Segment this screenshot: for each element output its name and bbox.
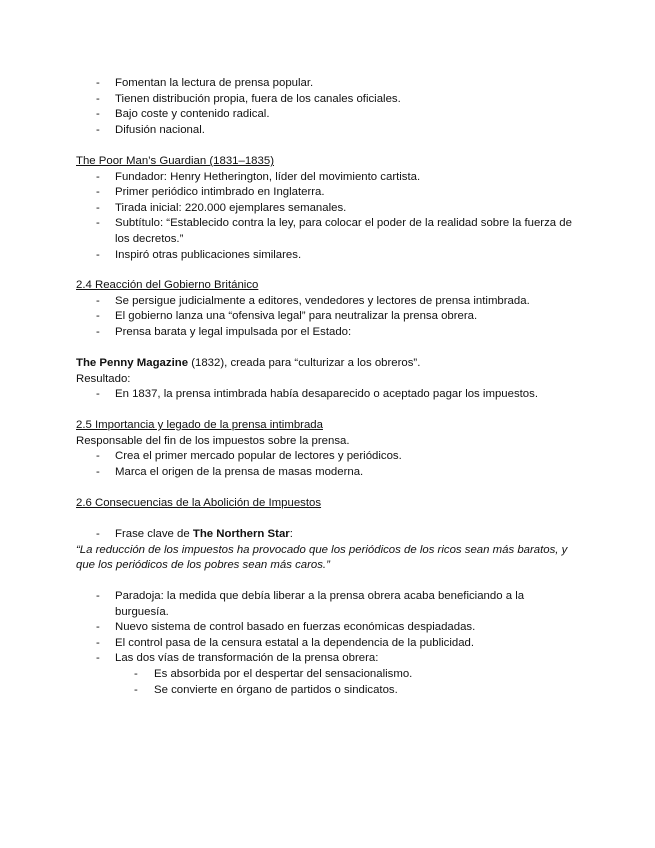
list-item: - Marca el origen de la prensa de masas moderna. <box>76 465 581 481</box>
penny-magazine-paragraph <box>76 356 581 403</box>
result-label: Resultado: <box>76 372 131 385</box>
key-quote: “La reducción de los impuestos ha provocado que los periódicos de los ricos sean más baratos, y que los periódicos de los pobres sean más caros.” <box>76 543 568 572</box>
section-heading: 2.6 Consecuencias de la Abolición de Impuestos <box>76 497 322 509</box>
list-item: - Se persigue judicialmente a editores, vendedores y lectores de prensa intimbrada. <box>76 294 581 310</box>
penny-magazine-title: The Penny Magazine <box>76 357 189 369</box>
list-item: - Fundador: Henry Hetherington, líder del movimiento cartista. <box>76 170 581 186</box>
quote-source: The Northern Star <box>192 528 290 540</box>
sub-list-item: - Es absorbida por el despertar del sensacionalismo. <box>76 667 581 683</box>
list-item: - Primer periódico intimbrado en Inglaterra. <box>76 185 581 201</box>
section-heading: 2.4 Reacción del Gobierno Británico <box>76 279 259 291</box>
key-quote-block <box>76 527 581 574</box>
list-item: - Crea el primer mercado popular de lectores y periódicos. <box>76 449 581 465</box>
penny-magazine-line <box>76 356 581 372</box>
list-item: - El control pasa de la censura estatal a la dependencia de la publicidad. <box>76 636 581 652</box>
list-item: - En 1837, la prensa intimbrada había desaparecido o aceptado pagar los impuestos. <box>76 387 581 403</box>
section-2-4 <box>76 278 581 340</box>
intro-list <box>76 76 581 138</box>
quote-prefix: Frase clave de <box>115 528 193 540</box>
list-item: - Prensa barata y legal impulsada por el Estado: <box>76 325 581 341</box>
list-item: - Paradoja: la medida que debía liberar a la prensa obrera acaba beneficiando a la burguesía. <box>76 589 581 620</box>
list-item <box>76 527 581 543</box>
poor-mans-guardian-section <box>76 154 581 263</box>
consequences-list <box>76 589 581 698</box>
quote-suffix: : <box>289 528 293 540</box>
list-item: - Bajo coste y contenido radical. <box>76 107 581 123</box>
penny-magazine-text: (1832), creada para “culturizar a los obreros”. <box>188 357 421 369</box>
list-item: - Inspiró otras publicaciones similares. <box>76 248 581 264</box>
section-intro: Responsable del fin de los impuestos sobre la prensa. <box>76 434 350 447</box>
section-2-5 <box>76 418 581 480</box>
section-heading: The Poor Man’s Guardian (1831–1835) <box>76 155 274 167</box>
section-2-6 <box>76 496 581 512</box>
list-item: - El gobierno lanza una “ofensiva legal” para neutralizar la prensa obrera. <box>76 309 581 325</box>
list-item: - Tienen distribución propia, fuera de los canales oficiales. <box>76 92 581 108</box>
list-item: - Difusión nacional. <box>76 123 581 139</box>
section-heading: 2.5 Importancia y legado de la prensa intimbrada <box>76 419 323 431</box>
list-item: - Nuevo sistema de control basado en fuerzas económicas despiadadas. <box>76 620 581 636</box>
list-item: - Subtítulo: “Establecido contra la ley, para colocar el poder de la realidad sobre la fuerza de los decretos.” <box>76 216 581 247</box>
list-item: - Las dos vías de transformación de la prensa obrera: <box>76 651 581 667</box>
list-item: - Tirada inicial: 220.000 ejemplares semanales. <box>76 201 581 217</box>
list-item: - Fomentan la lectura de prensa popular. <box>76 76 581 92</box>
sub-list-item: - Se convierte en órgano de partidos o sindicatos. <box>76 683 581 699</box>
